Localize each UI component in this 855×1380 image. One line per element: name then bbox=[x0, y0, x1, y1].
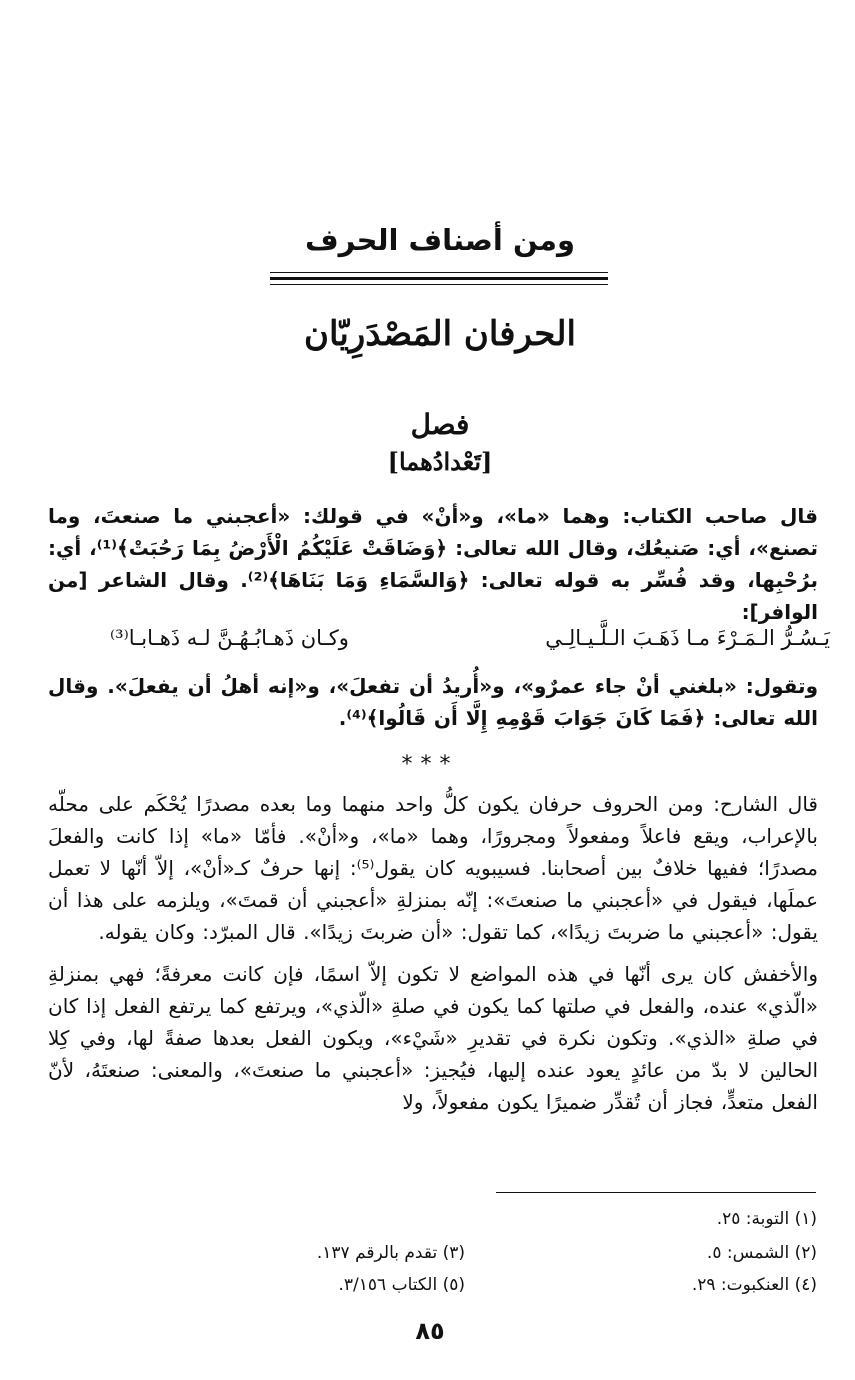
footnote-divider bbox=[496, 1192, 816, 1193]
footnote-5: (٥) الكتاب ٣/١٥٦. bbox=[338, 1275, 465, 1295]
chapter-subheading: [تَعْدادُهما] bbox=[387, 447, 493, 476]
verse-second-hemistich: وكـان ذَهـابُـهُـنَّ لـه ذَهـابـا⁽³⁾ bbox=[110, 626, 349, 650]
verse-first-hemistich: يَـسُـرُّ الـمَـرْءَ مـا ذَهَـبَ الـلَّـيـالِـي bbox=[545, 626, 830, 650]
title-rule-bottom bbox=[270, 284, 608, 285]
footnote-1: (١) التوبة: ٢٥. bbox=[716, 1209, 817, 1229]
commentary-paragraph-2: والأخفش كان يرى أنّها في هذه المواضع لا تكون إلاّ اسمًا، فإن كانت معرفةً؛ فهي بمنزلةِ «الّذي» عنده، والفعل في صلتها كما يكون في صلةِ «الّذي»، ويرتفع كما يرتفع الفعل إذا كان في صلةِ «الذي». وتكون نكرة في تقديرِ «شَيْء»، ويكون الفعل بعدها صفةً لها، وفي كِلا الحالين لا بدّ من عائدٍ يعود عنده إليها، فيُجيز: «أعجبني ما صنعتَ»، والمعنى: صنعتَهُ، لأنّ الفعل متعدٍّ، فجاز أن تُقدِّر ضميرًا يكون مفعولاً، ولا bbox=[48, 962, 818, 1114]
title-rule-middle bbox=[270, 277, 608, 280]
footnote-4: (٤) العنكبوت: ٢٩. bbox=[691, 1275, 817, 1295]
footnote-3: (٣) تقدم بالرقم ١٣٧. bbox=[316, 1243, 465, 1263]
section-separator: *** bbox=[401, 752, 459, 777]
poetry-verse bbox=[110, 618, 830, 658]
page-number: ٨٥ bbox=[415, 1317, 445, 1345]
chapter-heading: فصل bbox=[410, 408, 470, 441]
title-rule-top bbox=[270, 272, 608, 273]
main-title: الحرفان المَصْدَرِيّان bbox=[304, 314, 576, 354]
footnote-2: (٢) الشمس: ٥. bbox=[706, 1243, 817, 1263]
commentary-paragraph-1: قال الشارح: ومن الحروف حرفان يكون كلُّ واحد منهما وما بعده مصدرًا يُحْكَم على محلّه بالإعراب، ويقع فاعلاً ومفعولاً ومجرورًا، وهما «ما»، و«أنْ». فأمّا «ما» إذا كانت والفعلَ مصدرًا؛ ففيها خلافٌ بين أصحابنا. فسيبويه كان يقول⁽⁵⁾: إنها حرفٌ كـ«أنْ»، إلاّ أنّها لا تعمل عملَها، فيقول في «أعجبني ما صنعتَ»: إنّه بمنزلةِ «أعجبني أن قمتَ»، ويلزمه على هذا أن يقول: «أعجبني ما ضربتَ زيدًا»، كما تقول: «أن ضربتَ زيدًا». قال المبرّد: وكان يقوله. bbox=[48, 792, 819, 944]
matn-paragraph-1: قال صاحب الكتاب: وهما «ما»، و«أنْ» في قولك: «أعجبني ما صنعتَ، وما تصنع»، أي: صَنيعُك، وقال الله تعالى: ﴿وَضَاقَتْ عَلَيْكُمُ الْأَرْضُ بِمَا رَحُبَتْ﴾⁽¹⁾، أي: برُحْبِها، وقد فُسِّر به قوله تعالى: ﴿وَالسَّمَاءِ وَمَا بَنَاهَا﴾⁽²⁾. وقال الشاعر [من الوافر]: bbox=[48, 504, 818, 624]
matn-paragraph-2: وتقول: «بلغني أنْ جاء عمرٌو»، و«أُريدُ أن تفعلَ»، و«إنه أهلُ أن يفعلَ». وقال الله تعالى: ﴿فَمَا كَانَ جَوَابَ قَوْمِهِ إِلَّا أَن قَالُوا﴾⁽⁴⁾. bbox=[48, 674, 818, 730]
section-title: ومن أصناف الحرف bbox=[304, 223, 576, 257]
